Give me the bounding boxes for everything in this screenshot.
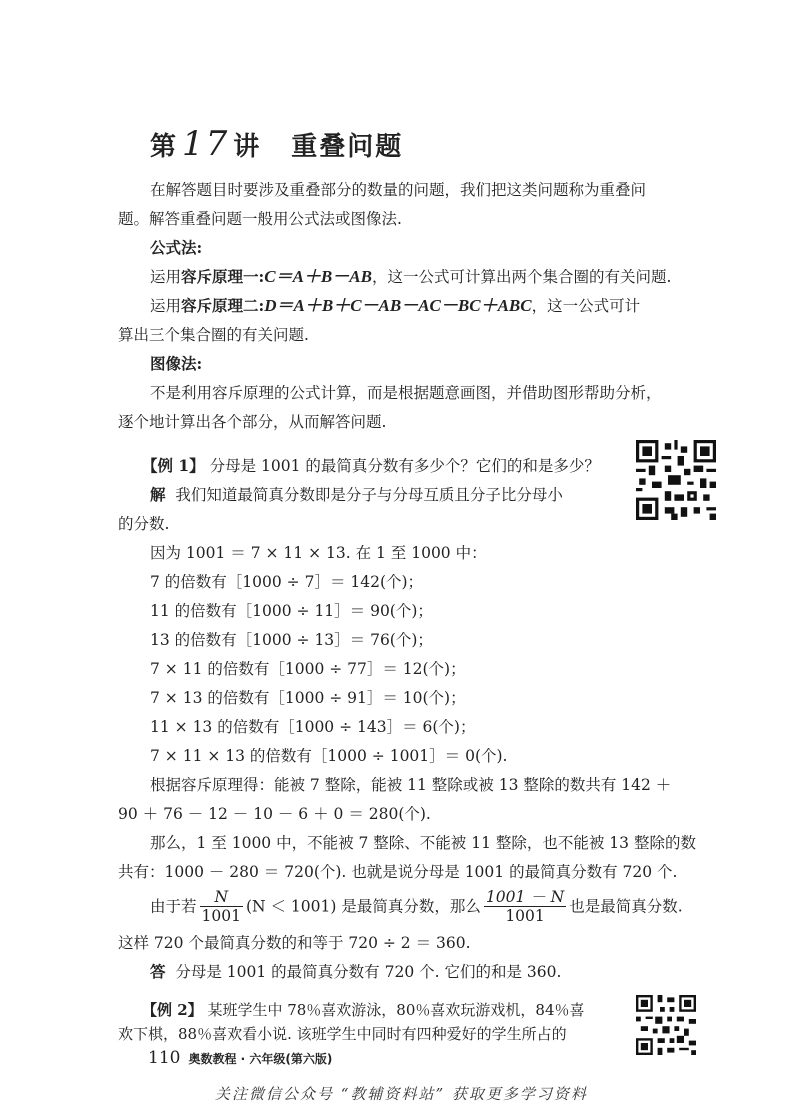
example-2-label: 【例 2】 (142, 1001, 203, 1019)
watermark-text: 关注微信公众号 “教辅资料站” 获取更多学习资料 (215, 1085, 588, 1103)
principle-two-line: 运用容斥原理二:D＝A＋B＋C－AB－AC－BC＋ABC，这一公式可计 (150, 296, 641, 315)
solution-step: 7 × 13 的倍数有［1000 ÷ 91］＝ 10(个)； (150, 689, 466, 707)
qr-code-icon (636, 995, 696, 1055)
example-1-question: 【例 1】 分母是 1001 的最简真分数有多少个？它们的和是多少？ (142, 456, 600, 475)
solution-step: 7 × 11 的倍数有［1000 ÷ 77］＝ 12(个)； (150, 660, 466, 678)
example-1-solution-line-1: 解 我们知道最简真分数即是分子与分母互质且分子比分母小 (150, 485, 563, 504)
solution-step: 根据容斥原理得：能被 7 整除，能被 11 整除或被 13 整除的数共有 142 ＋ (150, 776, 672, 794)
principle-two-line-cont: 算出三个集合圈的有关问题. (118, 326, 309, 344)
fraction-1001-minus-n: $\frac{1001 - N}{1001}$ (485, 888, 565, 925)
graph-method-line-1: 不是利用容斥原理的公式计算，而是根据题意画图，并借助图形帮助分析， (150, 384, 662, 402)
solution-step: 7 的倍数有［1000 ÷ 7］＝ 142(个)； (150, 573, 424, 591)
principle-two-formula: D＝A＋B＋C－AB－AC－BC＋ABC (264, 296, 532, 315)
solution-step: 13 的倍数有［1000 ÷ 13］＝ 76(个)； (150, 631, 433, 649)
intro-line-1: 在解答题目时要涉及重叠部分的数量的问题，我们把这类问题称为重叠问 (150, 181, 647, 199)
fraction-n-over-1001: $\frac{N}{1001}$ (201, 888, 241, 925)
example-1-answer: 答 分母是 1001 的最简真分数有 720 个. 它们的和是 360. (150, 962, 562, 981)
lecture-number: 17 (182, 124, 230, 164)
page-number: 110 (148, 1048, 181, 1068)
solution-step: 11 × 13 的倍数有［1000 ÷ 143］＝ 6(个)； (150, 718, 476, 736)
book-title: 奥数教程 · 六年级(第六版) (188, 1052, 333, 1066)
lecture-title: 第 17 讲 重叠问题 (150, 124, 404, 164)
solution-step: 11 的倍数有［1000 ÷ 11］＝ 90(个)； (150, 602, 433, 620)
solution-step: 那么，1 至 1000 中，不能被 7 整除、不能被 11 整除，也不能被 13 整除的数 (150, 834, 696, 852)
graph-method-heading: 图像法: (150, 354, 203, 373)
formula-method-heading: 公式法: (150, 238, 203, 257)
page-footer (148, 1048, 332, 1068)
principle-one-formula: C＝A＋B－AB (264, 267, 372, 286)
fraction-line: 由于若 $\frac{N}{1001}$ (N ＜ 1001) 是最简真分数，那么 $\frac{1001 - N}{1001}$ 也是最简真分数. (150, 888, 683, 925)
principle-one-line: 运用容斥原理一:C＝A＋B－AB，这一公式可计算出两个集合圈的有关问题. (150, 267, 672, 286)
solution-step: 7 × 11 × 13 的倍数有［1000 ÷ 1001］＝ 0(个). (150, 747, 508, 765)
example-2-line-1: 【例 2】 某班学生中 78％喜欢游泳，80％喜欢玩游戏机，84％喜 (142, 1001, 585, 1019)
graph-method-line-2: 逐个地计算出各个部分，从而解答问题. (118, 413, 387, 431)
solution-step: 因为 1001 ＝ 7 × 11 × 13. 在 1 至 1000 中： (150, 544, 487, 562)
qr-code-icon (636, 440, 716, 520)
sum-line: 这样 720 个最简真分数的和等于 720 ÷ 2 ＝ 360. (118, 934, 471, 952)
example-1-label: 【例 1】 (142, 456, 205, 475)
example-1-solution-line-2: 的分数. (118, 515, 170, 533)
solution-step: 90 ＋ 76 － 12 － 10 － 6 ＋ 0 ＝ 280(个). (118, 805, 431, 823)
intro-line-2: 题。解答重叠问题一般用公式法或图像法. (118, 210, 402, 228)
solution-step: 共有：1000 － 280 ＝ 720(个). 也就是说分母是 1001 的最简真分数有 720 个. (118, 863, 678, 881)
example-2-line-2: 欢下棋，88％喜欢看小说. 该班学生中同时有四种爱好的学生所占的 (118, 1025, 567, 1043)
lecture-topic: 重叠问题 (291, 132, 404, 162)
